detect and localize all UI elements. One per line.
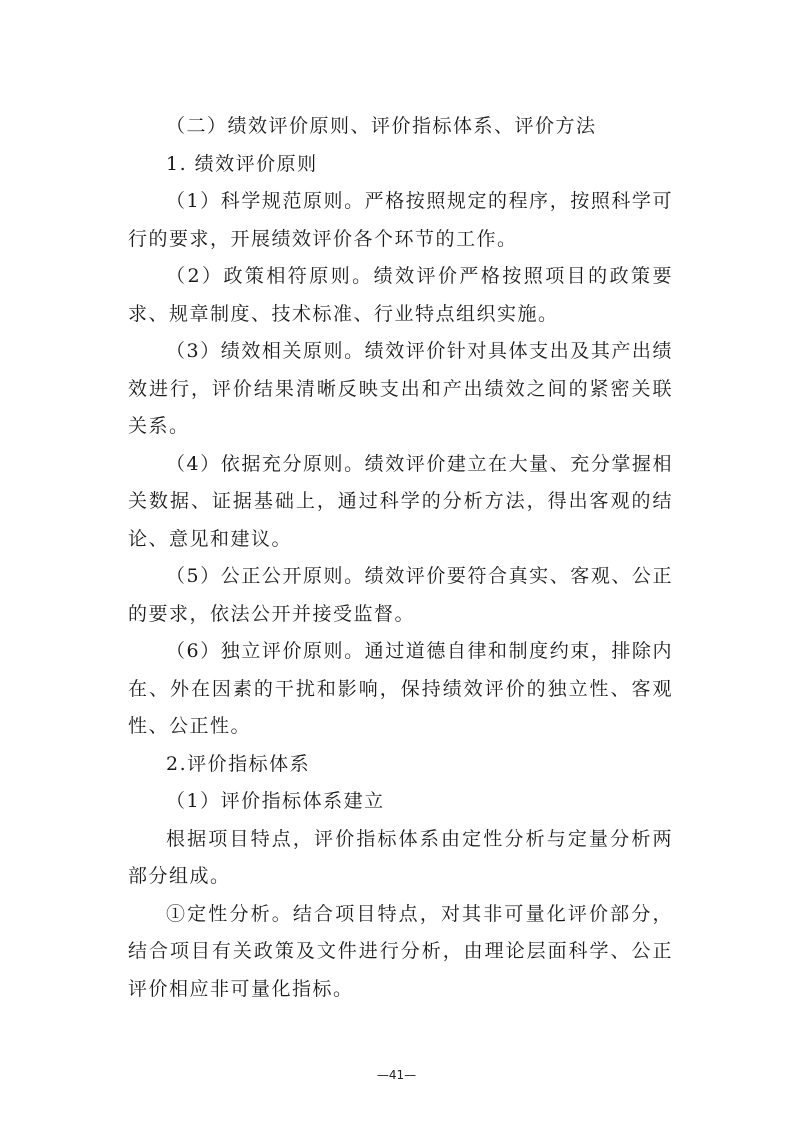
document-body [128,108,673,1008]
subsection-heading-indicators: 2.评价指标体系 [166,752,311,775]
paragraph-principle-2: （2）政策相符原则。绩效评价严格按照项目的政策要求、规章制度、技术标准、行业特点组织实施。 [128,265,673,325]
paragraph-qualitative-analysis: ①定性分析。结合项目特点，对其非可量化评价部分，结合项目有关政策及文件进行分析，由理论层面科学、公正评价相应非可量化指标。 [128,902,673,1000]
paragraph-principle-3: （3）绩效相关原则。绩效评价针对具体支出及其产出绩效进行，评价结果清晰反映支出和产出绩效之间的紧密关联关系。 [128,340,673,437]
paragraph-principle-1: （1）科学规范原则。严格按照规定的程序，按照科学可行的要求，开展绩效评价各个环节的工作。 [128,190,673,250]
subsection-heading: 1. 绩效评价原则 [166,152,318,175]
paragraph-principle-6: （6）独立评价原则。通过道德自律和制度约束，排除内在、外在因素的干扰和影响，保持绩效评价的独立性、客观性、公正性。 [128,640,673,737]
page-number: —41— [376,1068,417,1082]
paragraph-indicator-composition: 根据项目特点，评价指标体系由定性分析与定量分析两部分组成。 [128,827,673,887]
paragraph-principle-5: （5）公正公开原则。绩效评价要符合真实、客观、公正的要求，依法公开并接受监督。 [128,565,673,625]
paragraph-principle-4: （4）依据充分原则。绩效评价建立在大量、充分掌握相关数据、证据基础上，通过科学的分析方法，得出客观的结论、意见和建议。 [128,452,673,550]
section-heading: （二）绩效评价原则、评价指标体系、评价方法 [166,115,597,137]
sub-heading-indicator-setup: （1）评价指标体系建立 [166,790,385,812]
